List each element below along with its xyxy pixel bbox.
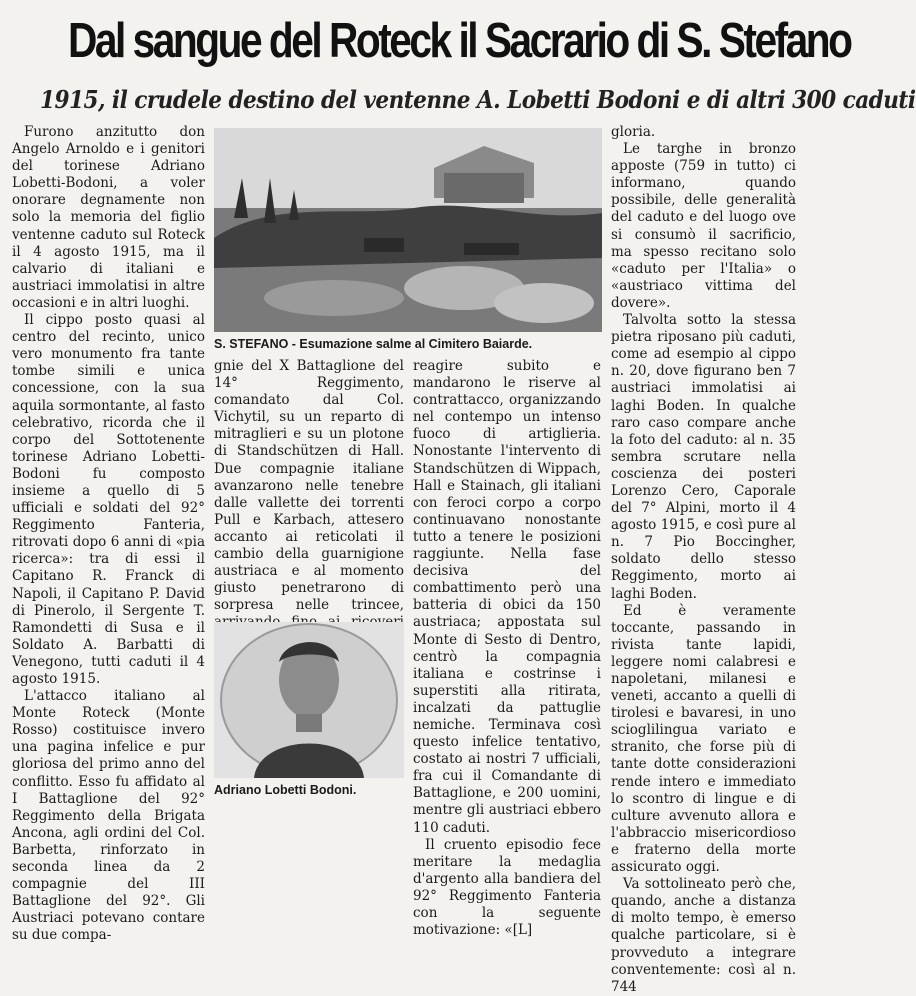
photo-caption-portrait: Adriano Lobetti Bodoni. [214, 783, 357, 797]
paragraph: Il cippo posto quasi al centro del recinto, unico vero monumento fra tante tombe simili e unica concessione, con la sua aquila sormontante, al fasto celebrativo, ricorda che il corpo del Sottotenente torinese Adriano Lobetti-Bodoni fu composto insieme a quello di 5 ufficiali e soldati del 92° Reggimento Fanteria, ritrovati dopo 6 anni di «pia ricerca»: tra di essi il Capitano R. Franck di Napoli, il Capitano P. David di Pinerolo, il Sergente T. Ramondetti di Susa e il Soldato A. Barbatti di Venegono, tutti caduti il 4 agosto 1915. [12, 312, 205, 687]
photo-caption-exhumation: S. STEFANO - Esumazione salme al Cimitero Baiarde. [214, 337, 533, 351]
paragraph: Le targhe in bronzo apposte (759 in tutto) ci informano, quando possibile, delle generalità del caduto e del luogo ove si consumò il sacrificio, ma spesso recitano solo «caduto per l'Italia» o «austriaco vittima del dovere». [611, 141, 796, 311]
article-column-2 [214, 358, 404, 620]
paragraph: reagire subito e mandarono le riserve al contrattacco, organizzando nel contempo un intenso fuoco di artiglieria. Nonostante l'intervento di Standschützen di Wippach, Hall e Stainach, gli italiani con feroci corpo a corpo continuavano nonostante tutto a tenere le posizioni raggiunte. Nella fase decisiva del combattimento però una batteria di obici da 150 austriaca; appostata sul Monte di Sesto di Dentro, centrò la compagnia italiana e costrinse i superstiti alla ritirata, incalzati da pattuglie nemiche. Terminava così questo infelice tentativo, costato ai nostri 7 ufficiali, fra cui il Comandante di Battaglione, e 200 uomini, mentre gli austriaci ebbero 110 caduti. [413, 358, 601, 836]
paragraph: Il cruento episodio fece meritare la medaglia d'argento alla bandiera del 92° Reggimento Fanteria con la seguente motivazione: «[L] [413, 836, 601, 939]
exhumation-photo [214, 128, 602, 332]
paragraph: Talvolta sotto la stessa pietra riposano più caduti, come ad esempio al cippo n. 20, dove figurano ben 7 austriaci immolatisi ai laghi Boden. In qualche raro caso compare anche la foto del caduto: al n. 35 sembra scrutare nella coscienza dei posteri Lorenzo Cero, Caporale del 7° Alpini, morto il 4 agosto 1915, e così pure al n. 7 Pio Boccingher, soldato dello stesso Reggimento, morto ai laghi Boden. [611, 312, 796, 602]
article-column-1 [12, 124, 205, 944]
paragraph: gnie del X Battaglione del 14° Reggimento, comandato dal Col. Vichytil, su un reparto di mitraglieri e su un plotone di Standschützen di Hall. Due compagnie italiane avanzarono nelle tenebre dalle vallette dei torrenti Pull e Karbach, attesero accanto ai reticolati il cambio della guarnigione austriaca e al momento giusto penetrarono di sorpresa nelle trincee, [214, 358, 404, 614]
article-column-3 [413, 358, 601, 939]
paragraph: L'attacco italiano al Monte Roteck (Monte Rosso) costituisce invero una pagina infelice e pur gloriosa del primo anno del conflitto. Esso fu affidato al I Battaglione del 92° Reggimento della Brigata Ancona, agli ordini del Col. Barbetta, rinforzato in seconda linea da 2 compagnie del III Battaglione del 92°. Gli Austriaci potevano contare su due compa- [12, 688, 205, 944]
subtitle: 1915, il crudele destino del ventenne A. Lobetti Bodoni e di altri 300 caduti [40, 85, 916, 114]
paragraph: Furono anzitutto don Angelo Arnoldo e i genitori del torinese Adriano Lobetti-Bodoni, a voler onorare degnamente non solo la memoria del figlio ventenne caduto sul Roteck il 4 agosto 1915, ma il calvario di italiani e austriaci immolatisi in altre occasioni e in altri luoghi. [12, 124, 205, 311]
paragraph: gloria. [611, 124, 656, 140]
portrait-photo [214, 622, 404, 778]
headline: Dal sangue del Roteck il Sacrario di S. Stefano [68, 14, 851, 68]
article-column-4 [611, 124, 796, 995]
paragraph: Ed è veramente toccante, passando in rivista tante lapidi, leggere nomi calabresi e napoletani, milanesi e veneti, accanto a quelli di tirolesi e bavaresi, in uno scioglilingua variato e stranito, che forse più di tante dotte considerazioni rende intero e immediato lo scontro di lingue e di culture avvenuto allora e l'abbraccio misericordioso e fraterno della morte assicurato oggi. [611, 602, 796, 876]
paragraph: Va sottolineato però che, quando, anche a distanza di molto tempo, è emerso qualche particolare, si è provveduto a integrare conventemente: così al n. 744 [611, 876, 796, 995]
